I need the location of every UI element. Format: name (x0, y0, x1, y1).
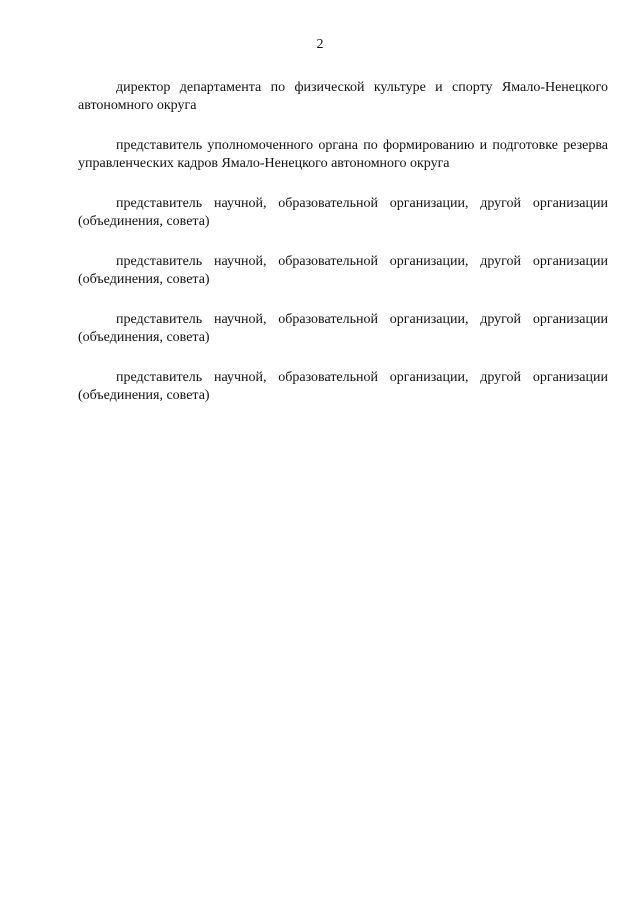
paragraph-organization-representative-4: представитель научной, образовательной организации, другой организации (объединения, совета) (78, 370, 608, 403)
paragraph-organization-representative-2: представитель научной, образовательной организации, другой организации (объединения, совета) (78, 254, 608, 287)
paragraph-organization-representative-1: представитель научной, образовательной организации, другой организации (объединения, совета) (78, 196, 608, 229)
paragraph-personnel-reserve-representative: представитель уполномоченного органа по формированию и подготовке резерва управленческих кадров Ямало-Ненецкого автономного округа (78, 138, 608, 171)
paragraph-sport-director: директор департамента по физической культуре и спорту Ямало-Ненецкого автономного округа (78, 80, 608, 113)
document-body (78, 79, 608, 427)
page-number: 2 (316, 37, 324, 52)
paragraph-organization-representative-3: представитель научной, образовательной организации, другой организации (объединения, совета) (78, 312, 608, 345)
